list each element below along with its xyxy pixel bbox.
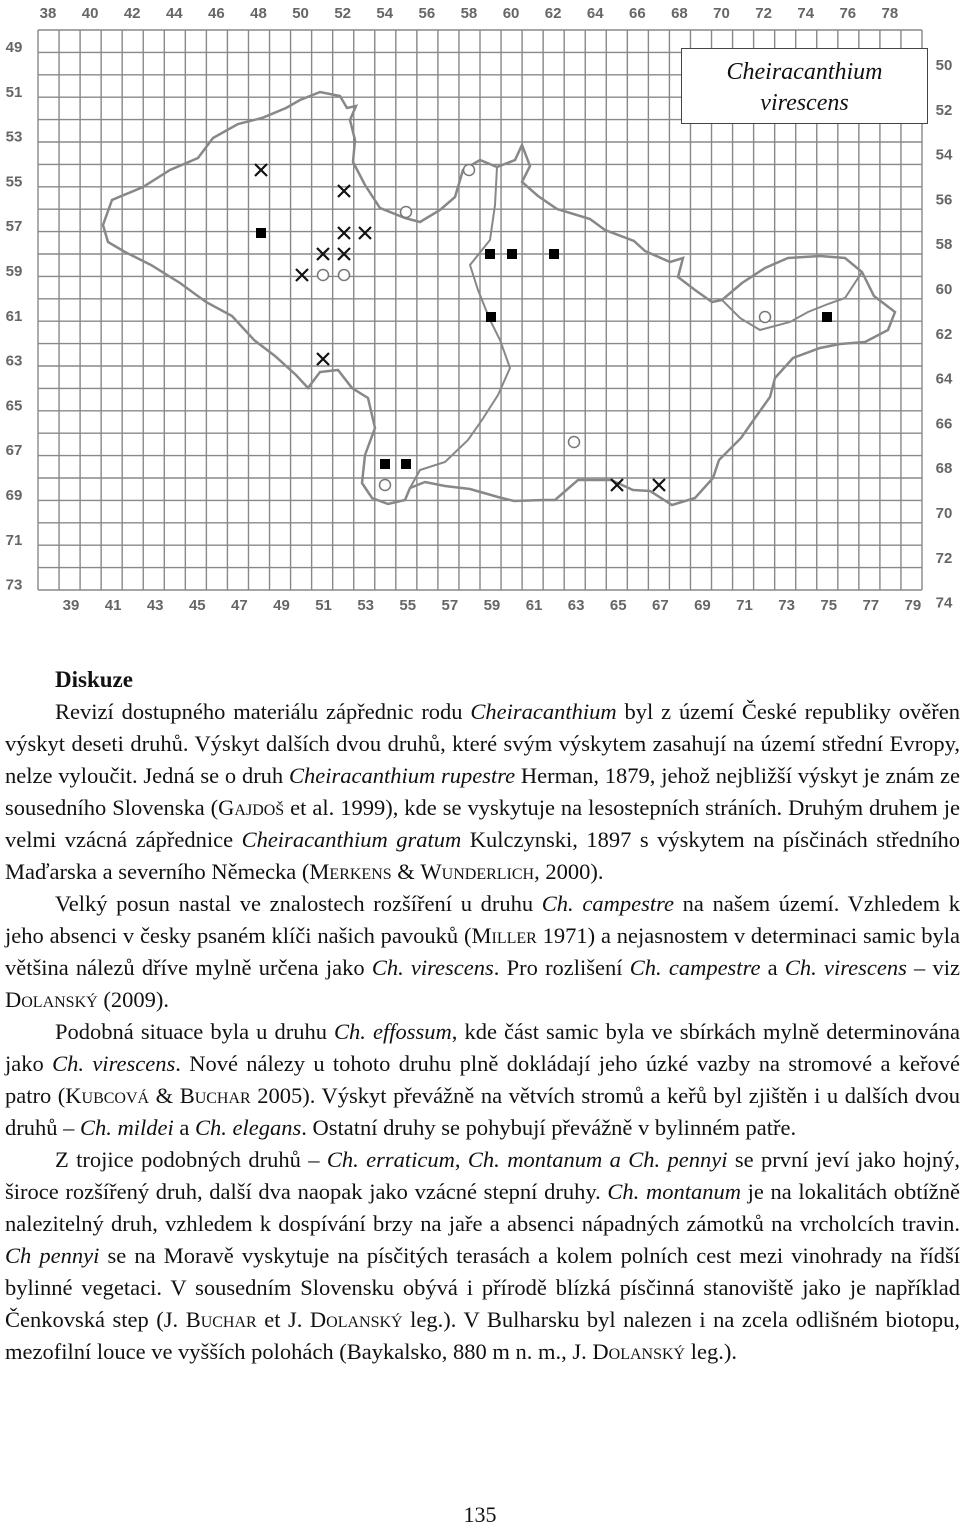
grid-label: 53: [5, 128, 23, 146]
grid-label: 51: [315, 597, 332, 614]
grid-label: 78: [881, 5, 899, 22]
text-run: Ch. virescens: [784, 955, 907, 980]
grid-label: 70: [713, 5, 730, 22]
paragraph-2: [5, 888, 960, 1016]
record-circle-marker: [318, 270, 329, 281]
text-run: Merkens: [309, 859, 392, 884]
grid-label: 55: [5, 173, 23, 191]
grid-label: 54: [935, 146, 953, 164]
grid-label: 69: [5, 487, 23, 504]
text-run: Ch. campestre: [541, 891, 674, 916]
record-square-marker: [486, 312, 496, 322]
grid-label: 60: [502, 5, 520, 22]
text-run: byl z území České republiky ověřen výskyt deseti druhů. Výskyt dalších dvou druhů, které svým výskytem zasahují na území střední Evropy, nelze vyloučit. Jedná se o druh: [5, 699, 960, 788]
text-run: 1971) a nejasnostem v determinaci samic byla většina nálezů dříve mylně určena jako: [5, 923, 960, 980]
grid-label: 62: [935, 325, 953, 343]
text-run: Kubcová: [65, 1083, 150, 1108]
text-run: &: [391, 859, 421, 884]
moravia-boundary: [410, 167, 510, 488]
text-run: Cheiracanthium: [470, 699, 617, 724]
text-run: se první jeví jako hojný, široce rozšířený druh, další dva naopak jako vzácné stepní druhy.: [5, 1147, 960, 1204]
grid-label: 67: [5, 442, 23, 460]
text-run: leg.).: [685, 1339, 737, 1364]
grid-label: 64: [586, 5, 604, 22]
grid-label: 40: [81, 5, 99, 22]
text-run: , kde část samic byla ve sbírkách mylně determinována jako: [5, 1019, 960, 1076]
text-run: Velký posun nastal ve znalostech rozšíření u druhu: [55, 891, 542, 916]
grid-label: 51: [5, 83, 23, 101]
text-run: Gajdoš: [218, 795, 285, 820]
text-run: se na Moravě vyskytuje na písčitých terasách a kolem polních cest mezi vinohrady na řídší bylinné vegetaci. V sousedním Slovensku obývá i přírodě blízká písčinná stanoviště jako je například Čenkovská step (J.: [5, 1243, 960, 1332]
record-circle-marker: [569, 437, 580, 448]
grid-label: 75: [820, 597, 838, 614]
grid-label: 72: [935, 549, 953, 567]
record-cross-marker: [338, 227, 350, 239]
paragraph-4: [5, 1144, 960, 1368]
paragraph-3: [5, 1016, 960, 1144]
text-run: na našem území. Vzhledem k jeho absenci v česky psaném klíči našich pavouků (: [5, 891, 960, 948]
grid-label: 73: [5, 576, 23, 594]
text-run: Ch. campestre: [629, 955, 761, 980]
grid-label: 79: [904, 597, 922, 614]
grid-label: 38: [39, 5, 57, 22]
text-run: Ch. montanum a Ch. pennyi: [467, 1147, 728, 1172]
text-run: Ch. elegans: [195, 1115, 302, 1140]
grid-label: 49: [273, 597, 290, 614]
grid-label: 68: [671, 5, 688, 22]
grid-label: 56: [418, 5, 436, 22]
text-run: Ch pennyi: [5, 1243, 100, 1268]
grid-label: 52: [334, 5, 352, 22]
grid-label: 59: [5, 263, 23, 280]
discussion-section: [5, 664, 960, 1368]
grid-label: 60: [935, 281, 953, 298]
grid-label: 43: [146, 597, 164, 614]
species-label-box: [681, 48, 928, 124]
paragraph-1: [5, 696, 960, 888]
grid-label: 74: [935, 594, 953, 612]
text-run: 2005). Výskyt převážně na větvích stromů a keřů byl zjištěn i u dalších dvou druhů –: [5, 1083, 960, 1140]
grid-label: 49: [5, 39, 23, 56]
grid-label: 54: [376, 5, 394, 22]
record-circle-marker: [760, 312, 771, 323]
text-run: et J.: [256, 1307, 310, 1332]
text-run: ,: [454, 1147, 468, 1172]
grid-label: 50: [935, 57, 953, 74]
record-circle-marker: [401, 207, 412, 218]
grid-label: 62: [544, 5, 562, 22]
grid-label: 70: [935, 505, 953, 522]
grid-label: 74: [797, 5, 815, 22]
grid-label: 58: [460, 5, 478, 22]
grid-label: 65: [5, 397, 23, 415]
record-circle-marker: [464, 165, 475, 176]
grid-label: 64: [935, 370, 953, 388]
grid-label: 46: [208, 5, 225, 22]
text-run: leg.). V Bulharsku byl nalezen i na zcela odlišném biotopu, mezofilní louce ve vyšších polohách (Baykalsko, 880 m n. m., J.: [5, 1307, 960, 1364]
grid-label: 67: [651, 597, 669, 614]
grid-label: 66: [935, 415, 953, 433]
text-run: Podobná situace byla u druhu: [55, 1019, 335, 1044]
record-circle-marker: [380, 480, 391, 491]
text-run: Buchar: [185, 1307, 257, 1332]
text-run: Ch. virescens: [52, 1051, 176, 1076]
text-run: . Pro rozlišení: [493, 955, 630, 980]
record-cross-marker: [317, 353, 329, 365]
text-run: Herman, 1879, jehož nejbližší výskyt je znám ze sousedního Slovenska (: [5, 763, 960, 820]
text-run: Dolanský: [309, 1307, 403, 1332]
text-run: et al. 1999), kde se vyskytuje na lesostepních stráních. Druhým druhem je velmi vzácná zápřednice: [5, 795, 960, 852]
text-run: Miller: [471, 923, 537, 948]
grid-label: 42: [123, 5, 141, 22]
species-genus: Cheiracanthium: [726, 59, 883, 85]
record-cross-marker: [653, 479, 665, 491]
record-square-marker: [549, 249, 559, 259]
grid-label: 56: [935, 191, 953, 209]
record-square-marker: [401, 459, 411, 469]
record-cross-marker: [359, 227, 371, 239]
record-square-marker: [507, 249, 517, 259]
record-square-marker: [256, 228, 266, 238]
grid-label: 59: [483, 597, 501, 614]
text-run: Ch. virescens: [371, 955, 494, 980]
text-run: Kulczynski, 1897 s výskytem na písčinách středního Maďarska a severního Německa (: [5, 827, 960, 884]
grid-label: 53: [357, 597, 375, 614]
grid-label: 47: [231, 597, 248, 614]
grid-label: 77: [862, 597, 880, 614]
record-square-marker: [380, 459, 390, 469]
grid-label: 50: [292, 5, 309, 22]
grid-label: 73: [778, 597, 795, 614]
text-run: Ch. erraticum: [326, 1147, 455, 1172]
text-run: Revizí dostupného materiálu zápřednic rodu: [55, 699, 471, 724]
text-run: Ch. montanum: [607, 1179, 741, 1204]
record-circle-marker: [339, 270, 350, 281]
text-run: Dolanský: [5, 987, 98, 1012]
section-heading: Diskuze: [55, 667, 133, 692]
grid-label: 48: [250, 5, 267, 22]
text-run: a: [173, 1115, 195, 1140]
text-run: a: [760, 955, 785, 980]
text-run: Z trojice podobných druhů –: [55, 1147, 327, 1172]
text-run: . Nové nálezy u tohoto druhu plně dokládají jeho úzké vazby na stromové a keřové patro (: [5, 1051, 960, 1108]
grid-label: 63: [567, 597, 585, 614]
grid-label: 71: [5, 531, 23, 549]
grid-label: 41: [104, 597, 122, 614]
grid-label: 65: [609, 597, 627, 614]
record-cross-marker: [255, 164, 267, 176]
text-run: Cheiracanthium gratum: [241, 827, 462, 852]
text-run: Wunderlich: [420, 859, 535, 884]
text-run: Cheiracanthium rupestre: [288, 763, 516, 788]
text-run: – viz: [906, 955, 960, 980]
text-run: Ch. mildei: [80, 1115, 174, 1140]
grid-label: 72: [755, 5, 772, 22]
grid-label: 71: [736, 597, 753, 614]
grid-label: 52: [935, 101, 953, 119]
grid-label: 61: [525, 597, 543, 614]
text-run: Buchar: [179, 1083, 251, 1108]
grid-label: 61: [5, 307, 23, 325]
grid-label: 57: [5, 218, 23, 236]
page-number: 135: [463, 1502, 497, 1527]
grid-label: 63: [5, 352, 23, 370]
record-cross-marker: [296, 269, 308, 281]
grid-label: 57: [441, 597, 459, 614]
text-run: Dolanský: [592, 1339, 686, 1364]
record-square-marker: [485, 249, 495, 259]
grid-label: 39: [62, 597, 80, 614]
grid-label: 58: [935, 236, 953, 254]
grid-label: 76: [839, 5, 857, 22]
text-run: je na lokalitách obtížně nalezitelný druh, vzhledem k dospívání brzy na jaře a absenci nápadných zámotků na vrcholcích travin.: [5, 1179, 960, 1236]
text-run: Ch. effossum: [334, 1019, 452, 1044]
text-run: (2009).: [97, 987, 169, 1012]
grid-label: 44: [165, 5, 183, 22]
grid-label: 66: [628, 5, 646, 22]
grid-label: 68: [935, 460, 953, 478]
grid-label: 45: [188, 597, 206, 614]
text-run: &: [149, 1083, 180, 1108]
text-run: . Ostatní druhy se pohybují převážně v bylinném patře.: [301, 1115, 797, 1140]
species-epithet: virescens: [760, 90, 849, 116]
record-square-marker: [822, 312, 832, 322]
grid-label: 69: [694, 597, 711, 614]
grid-label: 55: [399, 597, 417, 614]
text-run: , 2000).: [534, 859, 604, 884]
